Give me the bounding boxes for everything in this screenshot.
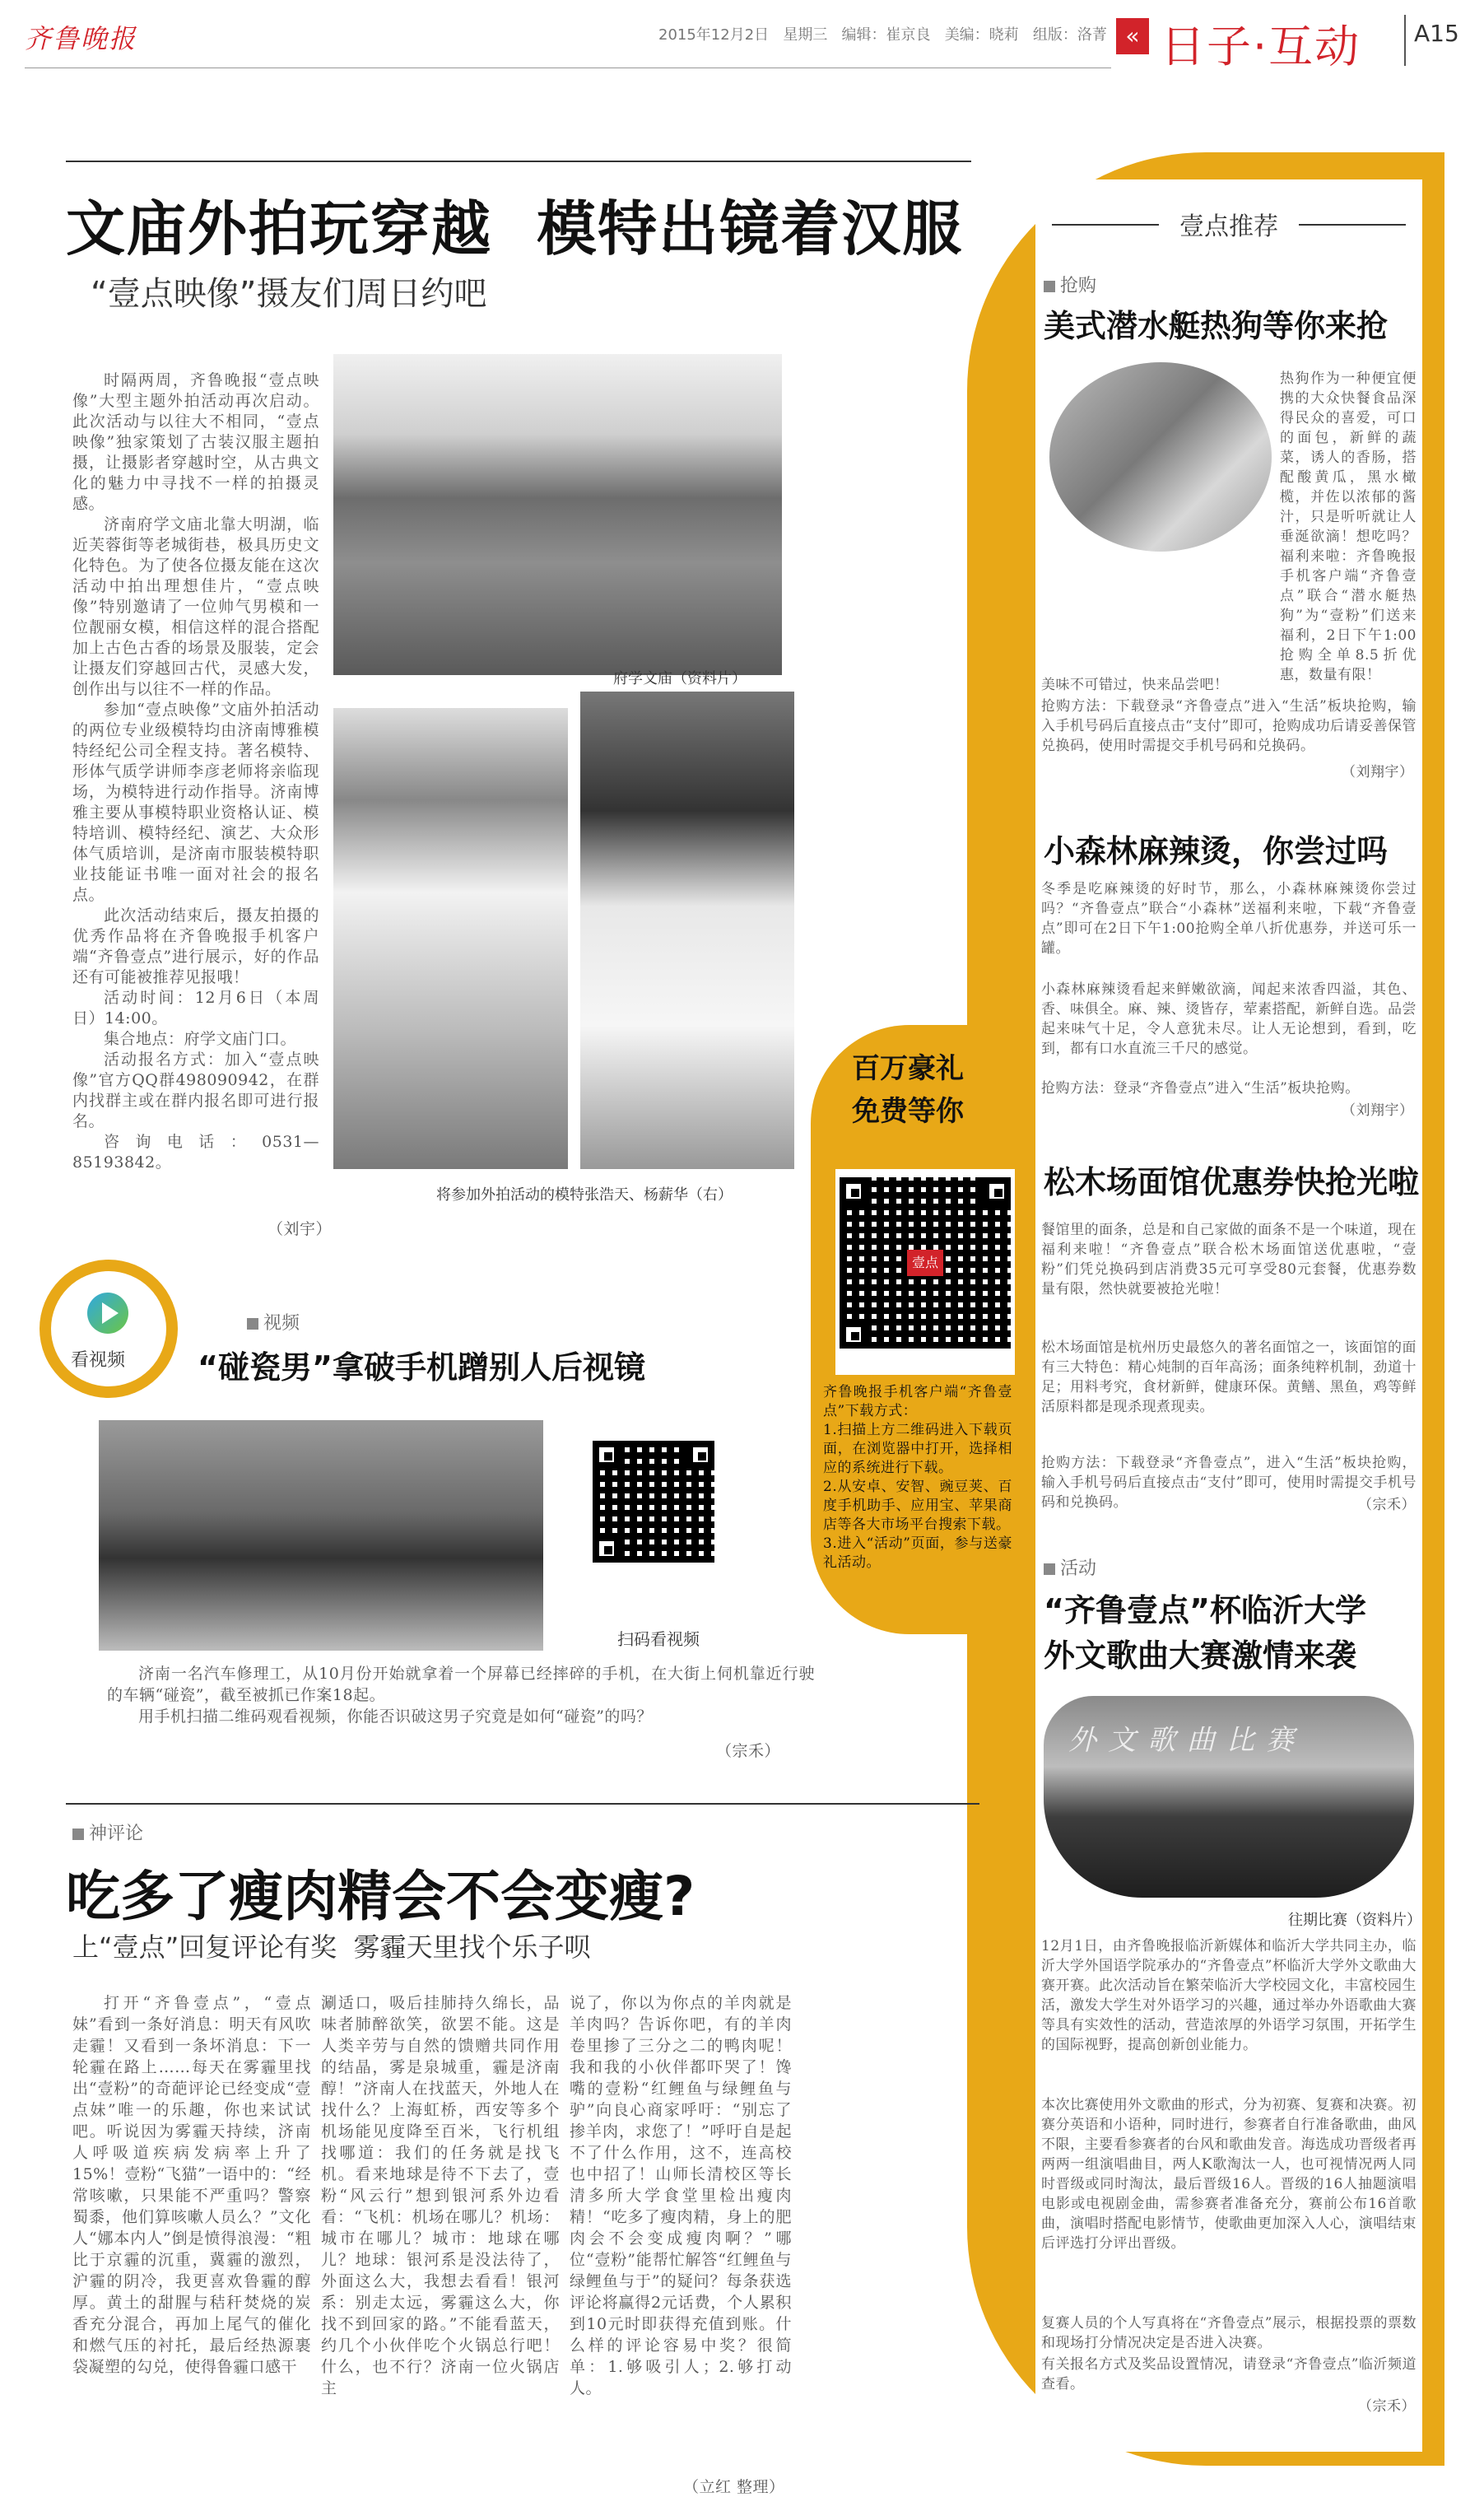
models-photo-caption: 将参加外拍活动的模特张浩天、杨薪华（右） — [436, 1186, 733, 1204]
sidebar-title: 壹点推荐 — [1179, 212, 1278, 241]
issue-date: 2015年12月2日 — [658, 26, 770, 44]
section-divider — [1404, 15, 1406, 66]
promo-instruction-line: 1.扫描上方二维码进入下载页面，在浏览器中打开，选择相应的系统进行下载。 — [823, 1422, 1012, 1476]
main-paragraph: 活动时间：12月6日（本周日）14:00。 — [72, 989, 319, 1027]
main-paragraph: 济南府学文庙北靠大明湖，临近芙蓉街等老城街巷，极具历史文化特色。为了使各位摄友能在这次活动中拍出理想佳片，“壹点映像”特别邀请了一位帅气男模和一位靓丽女模，相信这样的混合搭配加上古色古香的场景及服装，定会让摄友们穿越回古代，灵感大发，创作出与以往不一样的作品。 — [72, 515, 319, 698]
main-subhead: “壹点映像”摄友们周日约吧 — [91, 275, 487, 313]
item2-body2: 小森林麻辣烫看起来鲜嫩欲滴，闻起来浓香四溢，其色、香、味俱全。麻、辣、烫皆存，荤素搭配，新鲜自选。品尝起来味气十足，令人意犹未尽。让人无论想到，看到，吃到，都有口水直流三千尺的感觉。 — [1041, 981, 1417, 1057]
item2-headline[interactable]: 小森林麻辣烫，你尝过吗 — [1044, 833, 1389, 869]
designer-credit: 美编：晓莉 — [944, 26, 1019, 44]
video-qr-caption: 扫码看视频 — [617, 1629, 700, 1649]
item1-tag: 抢购 — [1044, 272, 1096, 297]
video-headline[interactable]: “碰瓷男”拿破手机蹭别人后视镜 — [198, 1349, 645, 1386]
item4-headline-line2[interactable]: 外文歌曲大赛激情来袭 — [1044, 1638, 1357, 1674]
promo-instruction-line: 2.从安卓、安智、豌豆荚、百度手机助手、应用宝、苹果商店等各大市场平台搜索下载。 — [823, 1479, 1012, 1533]
main-paragraph: 参加“壹点映像”文庙外拍活动的两位专业级模特均由济南博雅模特经纪公司全程支持。著名模特、形体气质学讲师李彦老师将亲临现场，为模特进行动作指导。济南博雅主要从事模特职业资格认证、模特培训、模特经纪、演艺、大众形体气质培训，是济南市服装模特职业技能证书唯一面对社会的报名点。 — [72, 701, 319, 904]
item1-headline[interactable]: 美式潜水艇热狗等你来抢 — [1044, 308, 1389, 344]
comment-col2: 涮适口，吸后挂肺持久绵长，品味者肺醉欲笑，欲罢不能。这是人类辛劳与自然的馈赠共同作用的结晶，雾是泉城重，霾是济南醇！”济南人在找蓝天，外地人在找什么？上海虹桥，西安等多个机场能见度降至百米，飞行机组找哪道：我们的任务就是找飞机。看来地球是待不下去了，壹粉“风云行”想到银河系外边看看：“飞机：机场在哪儿？机场：城市在哪儿？城市：地球在哪儿？地球：银河系是没法待了，外面这么大，我想去看看！银河系：别走太远，雾霾这么大，你找不到回家的路。”不能看蓝天，约几个小伙伴吃个火锅总行吧！什么，也不行？济南一位火锅店主 — [321, 1994, 560, 2397]
editor-credit: 编辑：崔京良 — [841, 26, 931, 44]
video-play-triangle-icon — [102, 1302, 119, 1324]
item4-caption: 往期比赛（资料片） — [1288, 1912, 1421, 1929]
item1-body2: 美味不可错过，快来品尝吧！ — [1041, 677, 1229, 693]
comment-headline[interactable]: 吃多了瘦肉精会不会变瘦? — [66, 1865, 695, 1928]
promo-instruction-line: 齐鲁晚报手机客户端“齐鲁壹点”下载方式： — [823, 1384, 1012, 1419]
comment-col1: 打开“齐鲁壹点”，“壹点妹”看到一条好消息：明天有风吹走霾！又看到一条坏消息：下一轮霾在路上……每天在雾霾里找出“壹粉”的奇葩评论已经变成“壹点妹”唯一的乐趣，你也来试试吧。听说因为雾霾天持续，济南人呼吸道疾病发病率上升了15%！壹粉“飞猫”一语中的：“经常咳嗽，只果能不严重吗？警察蜀黍，他们算咳嗽人员么？”文化人“娜本内人”倒是愤得浪漫：“粗比于京霾的沉重，冀霾的激烈，沪霾的阴冷，我更喜欢鲁霾的醇厚。黄土的甜腥与秸秆焚烧的炭香充分混合，再加上尾气的催化和燃气压的衬托，最后经热源裹袋凝塑的勾兑，使得鲁霾口感干 — [72, 1994, 311, 2376]
video-paragraph: 济南一名汽车修理工，从10月份开始就拿着一个屏幕已经摔碎的手机，在大街上伺机靠近行驶的车辆“碰瓷”，截至被抓已作案18起。 — [107, 1665, 815, 1704]
item2-body: 冬季是吃麻辣烫的好时节，那么，小森林麻辣烫你尝过吗？“齐鲁壹点”联合“小森林”送福利来啦，下载“齐鲁壹点”即可在2日下午1:00抢购全单八折优惠券，并送可乐一罐。 — [1041, 881, 1417, 957]
main-byline: （刘宇） — [267, 1220, 333, 1238]
item4-body2: 本次比赛使用外文歌曲的形式，分为初赛、复赛和决赛。初赛分英语和小语种，同时进行，参赛者自行准备歌曲，曲风不限，主要看参赛者的台风和歌曲发音。海选成功晋级者再两两一组演唱曲目，两人K歌淘汰一人，也可视情况两人同时晋级或同时淘汰，最后晋级16人。晋级的16人抽题演唱电影或电视剧金曲，需参赛者准备充分，赛前公布16首歌曲，演唱时搭配电影情节，使歌曲更加深入人心，演唱结束后评选打分评出晋级。 — [1041, 2097, 1417, 2252]
section-chevron-icon: « — [1116, 18, 1149, 54]
newspaper-logo: 齐鲁晚报 — [25, 23, 137, 54]
item3-headline[interactable]: 松木场面馆优惠券快抢光啦 — [1044, 1164, 1420, 1200]
comment-byline: （立红 整理） — [683, 2478, 785, 2496]
item4-body4: 有关报名方式及奖品设置情况，请登录“齐鲁壹点”临沂频道查看。 — [1041, 2356, 1417, 2392]
masthead-date — [658, 23, 1107, 44]
promo-line2: 免费等你 — [852, 1095, 964, 1128]
item4-byline: （宗禾） — [1358, 2398, 1416, 2415]
masthead — [0, 0, 1484, 78]
main-paragraph: 咨询电话：0531—85193842。 — [72, 1133, 319, 1172]
video-paragraph: 用手机扫描二维码观看视频，你能否识破这男子究竟是如何“碰瓷”的吗？ — [138, 1707, 653, 1726]
promo-instructions — [823, 1383, 1012, 1572]
item4-tag: 活动 — [1044, 1554, 1096, 1580]
item2-body3: 抢购方法：登录“齐鲁壹点”进入“生活”板块抢购。 — [1041, 1080, 1360, 1097]
main-headline[interactable]: 文庙外拍玩穿越 模特出镜着汉服 — [66, 194, 964, 263]
item1-body3: 抢购方法：下载登录“齐鲁壹点”进入“生活”板块抢购，输入手机号码后直接点击“支付”即可，抢购成功后请妥善保管兑换码，使用时需提交手机号码和兑换码。 — [1041, 698, 1417, 754]
promo-line1: 百万豪礼 — [852, 1052, 964, 1085]
proofreader-credit: 组版：洛菁 — [1032, 26, 1107, 44]
sidebar-header-rule-left — [1052, 224, 1159, 226]
comment-subhead: 上“壹点”回复评论有奖 雾霾天里找个乐子呗 — [72, 1931, 591, 1963]
item3-byline: （宗禾） — [1358, 1497, 1416, 1513]
item4-body3: 复赛人员的个人写真将在“齐鲁壹点”展示，根据投票的票数和现场打分情况决定是否进入决赛。 — [1041, 2315, 1417, 2351]
video-tag: 视频 — [247, 1309, 300, 1335]
temple-photo-caption: 府学文庙（资料片） — [613, 670, 747, 687]
item1-byline: （刘翔宇） — [1342, 764, 1414, 780]
page-number: A15 — [1414, 20, 1459, 47]
female-model-photo — [580, 692, 794, 1169]
item3-body2: 松木场面馆是杭州历史最悠久的著名面馆之一，该面馆的面有三大特色：精心炖制的百年高汤；面条纯粹机制，劲道十足；用料考究，食材新鲜，健康环保。黄鳝、黑鱼，鸡等鲜活原料都是现杀现煮现卖。 — [1041, 1339, 1417, 1415]
video-badge-label: 看视频 — [71, 1350, 126, 1371]
item1-body: 热狗作为一种便宜便携的大众快餐食品深得民众的喜爱，可口的面包，新鲜的蔬菜，诱人的香肠，搭配酸黄瓜，黑水橄榄，并佐以浓郁的酱汁，只是听听就让人垂涎欲滴！想吃吗？福利来啦：齐鲁晚报手机客户端“齐鲁壹点”联合“潜水艇热狗”为“壹粉”们送来福利，2日下午1:00抢购全单8.5折优惠，数量有限！ — [1280, 370, 1417, 683]
promo-qr-code[interactable] — [840, 1177, 1011, 1349]
issue-weekday: 星期三 — [783, 26, 828, 44]
item3-body: 餐馆里的面条，总是和自己家做的面条不是一个味道，现在福利来啦！“齐鲁壹点”联合松木场面馆送优惠啦，“壹粉”们凭兑换码到店消费35元可享受80元套餐，优惠券数量有限，然快就要被抢光啦！ — [1041, 1222, 1417, 1297]
video-body — [107, 1663, 815, 1727]
item3-body3: 抢购方法：下载登录“齐鲁壹点”，进入“生活”板块抢购，输入手机号码后直接点击“支付”即可，使用时需提交手机号码和兑换码。 — [1041, 1455, 1417, 1511]
promo-instruction-line: 3.进入“活动”页面，参与送豪礼活动。 — [823, 1535, 1012, 1571]
video-badge[interactable] — [40, 1260, 178, 1398]
contest-photo-banner: 外文歌曲比赛 — [1068, 1724, 1305, 1757]
item4-body: 12月1日，由齐鲁晚报临沂新媒体和临沂大学共同主办，临沂大学外国语学院承办的“齐鲁壹点”杯临沂大学外文歌曲大赛开赛。此次活动旨在繁荣临沂大学校园文化，丰富校园生活，激发大学生对外语学习的兴趣，通过举办外语歌曲大赛等具有实效性的活动，营造浓厚的外语学习氛围，开拓学生的国际视野，提高创新创业能力。 — [1041, 1938, 1417, 2053]
main-paragraph: 此次活动结束后，摄友拍摄的优秀作品将在齐鲁晚报手机客户端“齐鲁壹点”进行展示，好的作品还有可能被推荐见报哦！ — [72, 906, 319, 986]
temple-photo — [333, 354, 782, 675]
main-body — [72, 370, 319, 1235]
video-still-photo — [99, 1420, 543, 1651]
sidebar-header-rule-right — [1299, 224, 1406, 226]
male-model-photo — [333, 708, 568, 1169]
comment-top-rule — [66, 1803, 979, 1805]
main-top-rule — [66, 161, 971, 162]
sidebar-header — [1035, 206, 1422, 242]
video-byline: （宗禾） — [716, 1742, 781, 1760]
video-qr-code[interactable] — [593, 1441, 714, 1563]
main-paragraph: 活动报名方式：加入“壹点映像”官方QQ群498090942，在群内找群主或在群内报名即可进行报名。 — [72, 1051, 319, 1130]
promo-app-icon: 壹点 — [907, 1250, 943, 1276]
item4-headline-line1[interactable]: “齐鲁壹点”杯临沂大学 — [1044, 1592, 1366, 1628]
main-paragraph: 时隔两周，齐鲁晚报“壹点映像”大型主题外拍活动再次启动。此次活动与以往大不相同，“壹点映像”独家策划了古装汉服主题拍摄，让摄影者穿越时空，从古典文化的魅力中寻找不一样的拍摄灵感。 — [72, 371, 319, 513]
contest-photo — [1044, 1696, 1414, 1898]
item2-byline: （刘翔宇） — [1342, 1102, 1414, 1119]
comment-tag: 神评论 — [72, 1819, 143, 1845]
main-paragraph: 集合地点：府学文庙门口。 — [104, 1030, 297, 1048]
section-title: 日子·互动 — [1161, 21, 1361, 72]
comment-col3: 说了，你以为你点的羊肉就是羊肉吗？告诉你吧，有的羊肉卷里掺了三分之二的鸭肉呢！我和我的小伙伴都吓哭了！馋嘴的壹粉“红鲤鱼与绿鲤鱼与驴”向良心商家呼吁：“别忘了掺羊肉，求您了！”呼吁自是起不了什么作用，这不，连高校也中招了！山师长清校区等长清多所大学食堂里检出瘦肉精！“吃多了瘦肉精，身上的肥肉会不会变成瘦肉啊？”哪位“壹粉”能帮忙解答“红鲤鱼与绿鲤鱼与于”的疑问？每条获选评论将赢得2元话费，个人累积到10元时即获得充值到账。什么样的评论容易中奖？很简单：1.够吸引人；2.够打动人。 — [570, 1994, 792, 2397]
